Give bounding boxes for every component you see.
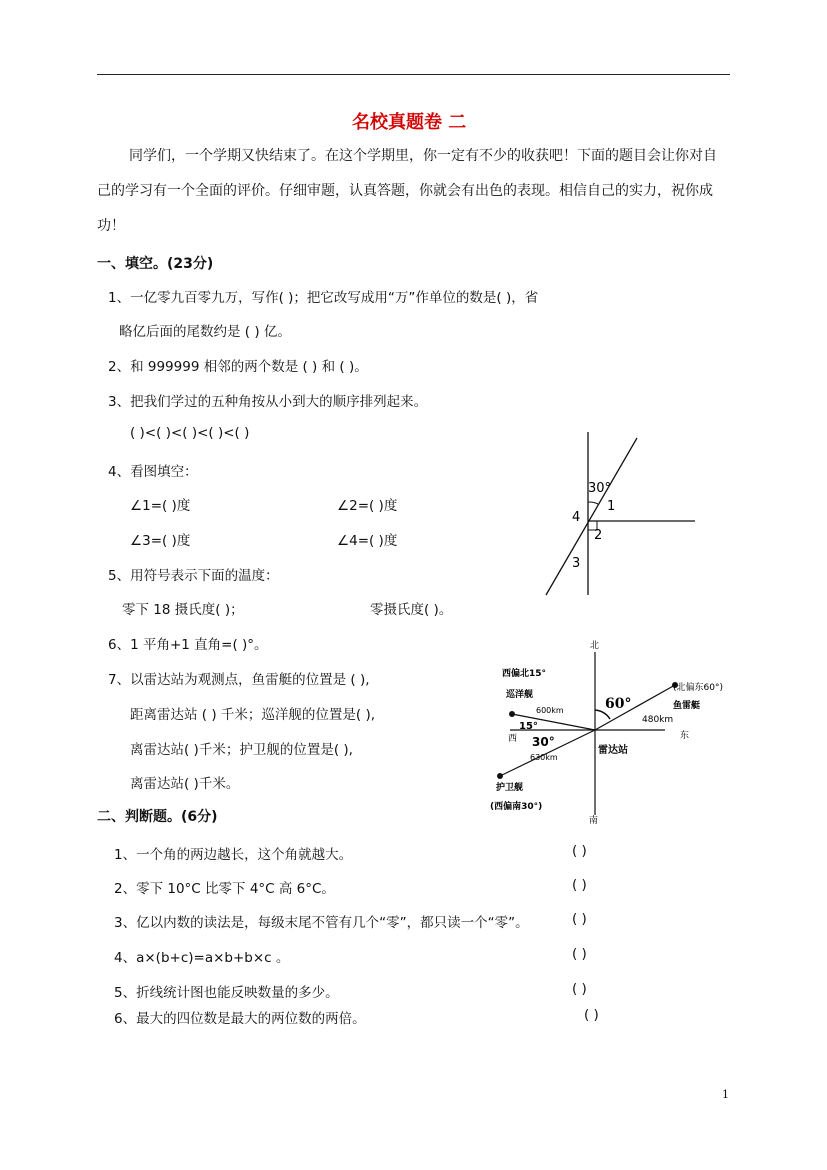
angle-label-1: 1 [607, 499, 616, 514]
judge-item-2: 2、零下 10°C 比零下 4°C 高 6°C。 [114, 881, 335, 897]
escort-direction: (西偏南30°) [490, 802, 543, 812]
question-7-line-3: 离雷达站( )千米；护卫舰的位置是( ), [130, 742, 353, 758]
question-7-line-4: 离雷达站( )千米。 [130, 776, 240, 792]
angle-60-label: 60° [605, 696, 632, 712]
question-7-line-2: 距离雷达站 ( ) 千米；巡洋舰的位置是( ), [130, 707, 376, 723]
angle-label-30: 30° [588, 481, 612, 496]
judge-item-1: 1、一个角的两边越长，这个角就越大。 [114, 847, 353, 863]
judge-item-4: 4、a×(b+c)=a×b+b×c 。 [114, 950, 290, 966]
question-4: 4、看图填空： [108, 464, 198, 480]
cruiser-direction: 西偏北15° [502, 669, 547, 679]
question-4-angle-4: ∠4=( )度 [337, 533, 398, 549]
angle-figure [530, 430, 710, 600]
question-4-angle-2: ∠2=( )度 [337, 498, 398, 514]
question-3: 3、把我们学过的五种角按从小到大的顺序排列起来。 [108, 394, 428, 410]
judge-item-6: 6、最大的四位数是最大的两位数的两倍。 [114, 1011, 366, 1027]
section-2-heading: 二、判断题。(6分) [97, 809, 218, 825]
judge-bracket-4: ( ) [572, 946, 587, 962]
judge-bracket-1: ( ) [572, 843, 587, 859]
question-7-line-1: 7、以雷达站为观测点，鱼雷艇的位置是 ( ), [108, 672, 370, 688]
slant-line [546, 438, 637, 595]
section-1-heading: 一、填空。(23分) [97, 256, 214, 272]
angle-30-label: 30° [532, 735, 555, 749]
west-label: 西 [508, 734, 518, 744]
question-6: 6、1 平角+1 直角=( )°。 [108, 637, 268, 653]
station-label: 雷达站 [598, 745, 628, 756]
judge-bracket-5: ( ) [572, 981, 587, 997]
judge-bracket-6: ( ) [584, 1007, 599, 1023]
torpedo-name: 鱼雷艇 [673, 701, 701, 711]
torpedo-direction: (北偏东60°) [673, 683, 723, 693]
intro-line-2: 己的学习有一个全面的评价。仔细审题，认真答题，你就会有出色的表现。相信自己的实力，祝你成 [97, 183, 713, 199]
angle-arc [588, 502, 598, 504]
escort-point [497, 773, 503, 779]
radar-figure [490, 640, 730, 825]
intro-line-1: 同学们，一个学期又快结束了。在这个学期里，你一定有不少的收获吧！下面的题目会让你对自 [129, 148, 717, 164]
torpedo-distance: 480km [642, 715, 674, 725]
question-2: 2、和 999999 相邻的两个数是 ( ) 和 ( )。 [108, 359, 368, 375]
page-title: 名校真题卷 二 [352, 112, 467, 133]
question-1-line-1: 1、一亿零九百零九万，写作( )；把它改写成用“万”作单位的数是( )，省 [108, 290, 539, 306]
question-5: 5、用符号表示下面的温度： [108, 568, 279, 584]
question-1-line-2: 略亿后面的尾数约是 ( ) 亿。 [119, 324, 291, 340]
escort-name: 护卫舰 [496, 783, 524, 793]
east-label: 东 [680, 731, 690, 741]
escort-distance: 630km [530, 753, 558, 762]
question-4-angle-1: ∠1=( )度 [130, 498, 191, 514]
cruiser-distance: 600km [536, 706, 564, 715]
intro-line-3: 功！ [97, 218, 125, 234]
question-5-a: 零下 18 摄氏度( )； [122, 602, 244, 618]
angle-15-label: 15° [519, 721, 538, 732]
angle-label-3: 3 [572, 556, 581, 571]
question-4-angle-3: ∠3=( )度 [130, 533, 191, 549]
question-5-b: 零摄氏度( )。 [370, 602, 453, 618]
cruiser-name: 巡洋舰 [506, 690, 534, 700]
question-3-blanks: ( )<( )<( )<( )<( ) [130, 425, 250, 441]
header-rule [97, 74, 730, 75]
angle-label-4: 4 [572, 510, 581, 525]
page-number: 1 [722, 1088, 729, 1101]
north-label: 北 [590, 641, 600, 651]
judge-item-5: 5、折线统计图也能反映数量的多少。 [114, 985, 339, 1001]
judge-bracket-3: ( ) [572, 911, 587, 927]
judge-bracket-2: ( ) [572, 877, 587, 893]
judge-item-3: 3、亿以内数的读法是，每级末尾不管有几个“零”，都只读一个“零”。 [114, 915, 529, 931]
south-label: 南 [589, 816, 599, 825]
angle-label-2: 2 [594, 528, 603, 543]
cruiser-point [509, 711, 515, 717]
